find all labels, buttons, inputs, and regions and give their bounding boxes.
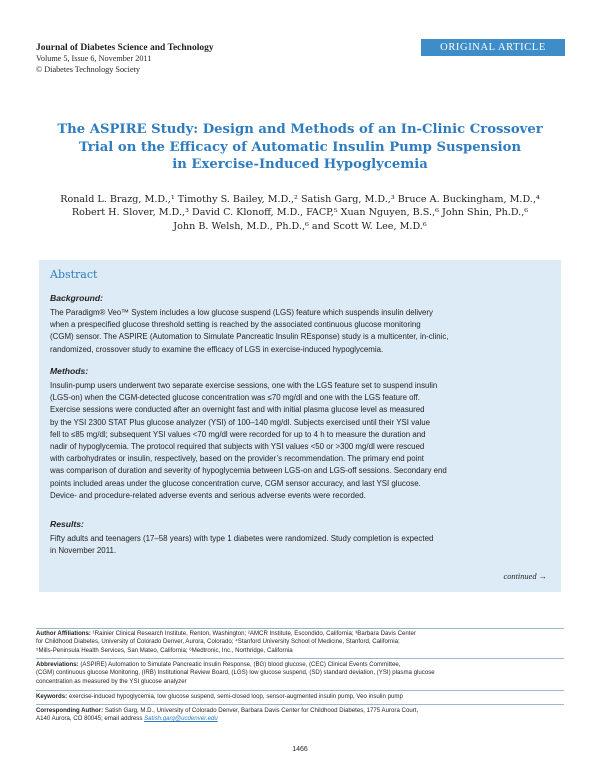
- author-line: John B. Welsh, M.D., Ph.D.,⁶ and Scott W. Lee, M.D.⁶: [173, 220, 427, 232]
- text-line: in November 2011.: [50, 546, 117, 556]
- text-line: was comparison of duration and severity of hypoglycemia between LGS-on and LGS-off sessions. Secondary end: [50, 466, 447, 476]
- arrow-right-icon: →: [538, 572, 547, 581]
- background-heading: Background:: [50, 293, 103, 303]
- author-list: [40, 193, 560, 233]
- text-line: ¹Rainier Clinical Research Institute, Renton, Washington; ²AMCR Institute, Escondido, California; ³Barbara Davis Center: [90, 630, 416, 637]
- text-line: (ASPIRE) Automation to Simulate Pancreatic Insulin Response, (BG) blood glucose, (CEC) Clinical Events Committee,: [78, 661, 401, 668]
- page-number: 1466: [292, 746, 308, 753]
- author-affiliations: [36, 630, 564, 655]
- text-line: nadir of hypoglycemia. The protocol required that subjects with YSI values <50 or >300 mg/dl were rescued: [50, 442, 425, 452]
- author-line: Robert H. Slover, M.D.,³ David C. Klonoff, M.D., FACP,⁵ Xuan Nguyen, B.S.,⁶ John Shin, Ph.D.,⁶: [71, 207, 529, 219]
- text-line: concentration as measured by the YSI glucose analyzer: [36, 677, 187, 685]
- corresponding-author: [36, 707, 564, 724]
- author-line: Ronald L. Brazg, M.D.,¹ Timothy S. Bailey, M.D.,² Satish Garg, M.D.,³ Bruce A. Buckingham, M.D.,⁴: [60, 194, 540, 205]
- abstract-box: [39, 260, 561, 592]
- text-line: fell to ≤85 mg/dl; subsequent YSI values <70 mg/dl were recorded for up to 4 h to measure the duration and: [50, 429, 426, 439]
- text-line: when a prespecified glucose threshold setting is reached by the associated continuous glucose monitoring: [50, 320, 421, 330]
- text-line: by the YSI 2300 STAT Plus glucose analyzer (YSI) of 100–140 mg/dl. Subjects exercised until their YSI value: [50, 417, 430, 427]
- text-line: ⁵Mills-Peninsula Health Services, San Mateo, California; ⁶Medtronic, Inc., Northridge, California: [36, 646, 293, 654]
- email-link[interactable]: Satish.garg@ucdenver.edu: [144, 715, 218, 723]
- affiliations-label: Author Affiliations:: [36, 630, 91, 637]
- continued-link[interactable]: [504, 572, 548, 581]
- abbreviations-label: Abbreviations:: [36, 661, 79, 668]
- text-line: points included areas under the glucose concentration curve, CGM sensor accuracy, and last YSI glucose.: [50, 478, 421, 488]
- keywords-text: exercise-induced hypoglycemia, low glucose suspend, semi-closed loop, sensor-augmented insulin pump, Veo insulin pump: [67, 693, 403, 700]
- title-line: The ASPIRE Study: Design and Methods of an In-Clinic Crossover: [57, 122, 543, 137]
- text-line: (LGS-on) when the CGM-detected glucose concentration was ≤70 mg/dl and one with the LGS feature off.: [50, 393, 420, 403]
- text-line: Fifty adults and teenagers (17–58 years) with type 1 diabetes were randomized. Study completion is expected: [50, 534, 434, 543]
- results-heading: Results:: [50, 519, 84, 529]
- text-line: A140 Aurora, CO 80045; email address: [36, 715, 145, 723]
- results-text: [50, 533, 550, 557]
- continued-label: continued: [503, 572, 537, 581]
- journal-volume: Volume 5, Issue 6, November 2011: [36, 54, 152, 63]
- text-line: randomized, crossover study to examine the efficacy of LGS in exercise-induced hypoglycemia.: [50, 344, 384, 354]
- keywords-label: Keywords:: [36, 693, 68, 700]
- background-text: [50, 307, 550, 356]
- abstract-heading: Abstract: [50, 268, 98, 281]
- footer-rule: [36, 704, 564, 705]
- text-line: (CGM) continuous glucose Monitoring, (IRB) Institutional Review Board, (LGS) low glucose suspend, (SD) standard deviation, (YSI) plasma glucose: [36, 669, 435, 677]
- text-line: Satish Garg, M.D., University of Colorado Denver, Barbara Davis Center for Childhood Diabetes, 1775 Aurora Court,: [103, 707, 419, 714]
- text-line: Exercise sessions were conducted after an overnight fast and with initial plasma glucose level as measured: [50, 405, 425, 415]
- methods-heading: Methods:: [50, 366, 89, 376]
- footer-rule: [36, 658, 564, 659]
- journal-name: Journal of Diabetes Science and Technology: [36, 43, 214, 53]
- article-type-badge: ORIGINAL ARTICLE: [421, 39, 565, 56]
- correspondence-label: Corresponding Author:: [36, 707, 104, 714]
- journal-copyright: © Diabetes Technology Society: [36, 64, 140, 74]
- text-line: The Paradigm® Veo™ System includes a low glucose suspend (LGS) feature which suspends insulin delivery: [50, 308, 434, 317]
- footer-rule: [36, 628, 564, 629]
- article-title: [40, 121, 560, 174]
- methods-text: [50, 380, 550, 502]
- text-line: with carbohydrates or insulin, respectively, based on the provider’s recommendation. The primary end point: [50, 454, 424, 464]
- text-line: Insulin-pump users underwent two separate exercise sessions, one with the LGS feature set to suspend insulin: [50, 381, 438, 390]
- text-line: (CGM) sensor. The ASPIRE (Automation to Simulate Pancreatic Insulin REsponse) study is a multicenter, in-clinic,: [50, 332, 449, 342]
- text-line: Device- and procedure-related adverse events and serious adverse events were recorded.: [50, 490, 366, 500]
- text-line: for Childhood Diabetes, University of Colorado Denver, Aurora, Colorado; ⁴Stanford University School of Medicine, Stanford, California;: [36, 638, 400, 646]
- footer-rule: [36, 690, 564, 691]
- keywords: [36, 693, 564, 701]
- title-line: in Exercise-Induced Hypoglycemia: [172, 157, 428, 172]
- abbreviations: [36, 661, 564, 686]
- title-line: Trial on the Efficacy of Automatic Insulin Pump Suspension: [78, 139, 522, 155]
- journal-header: [36, 42, 214, 75]
